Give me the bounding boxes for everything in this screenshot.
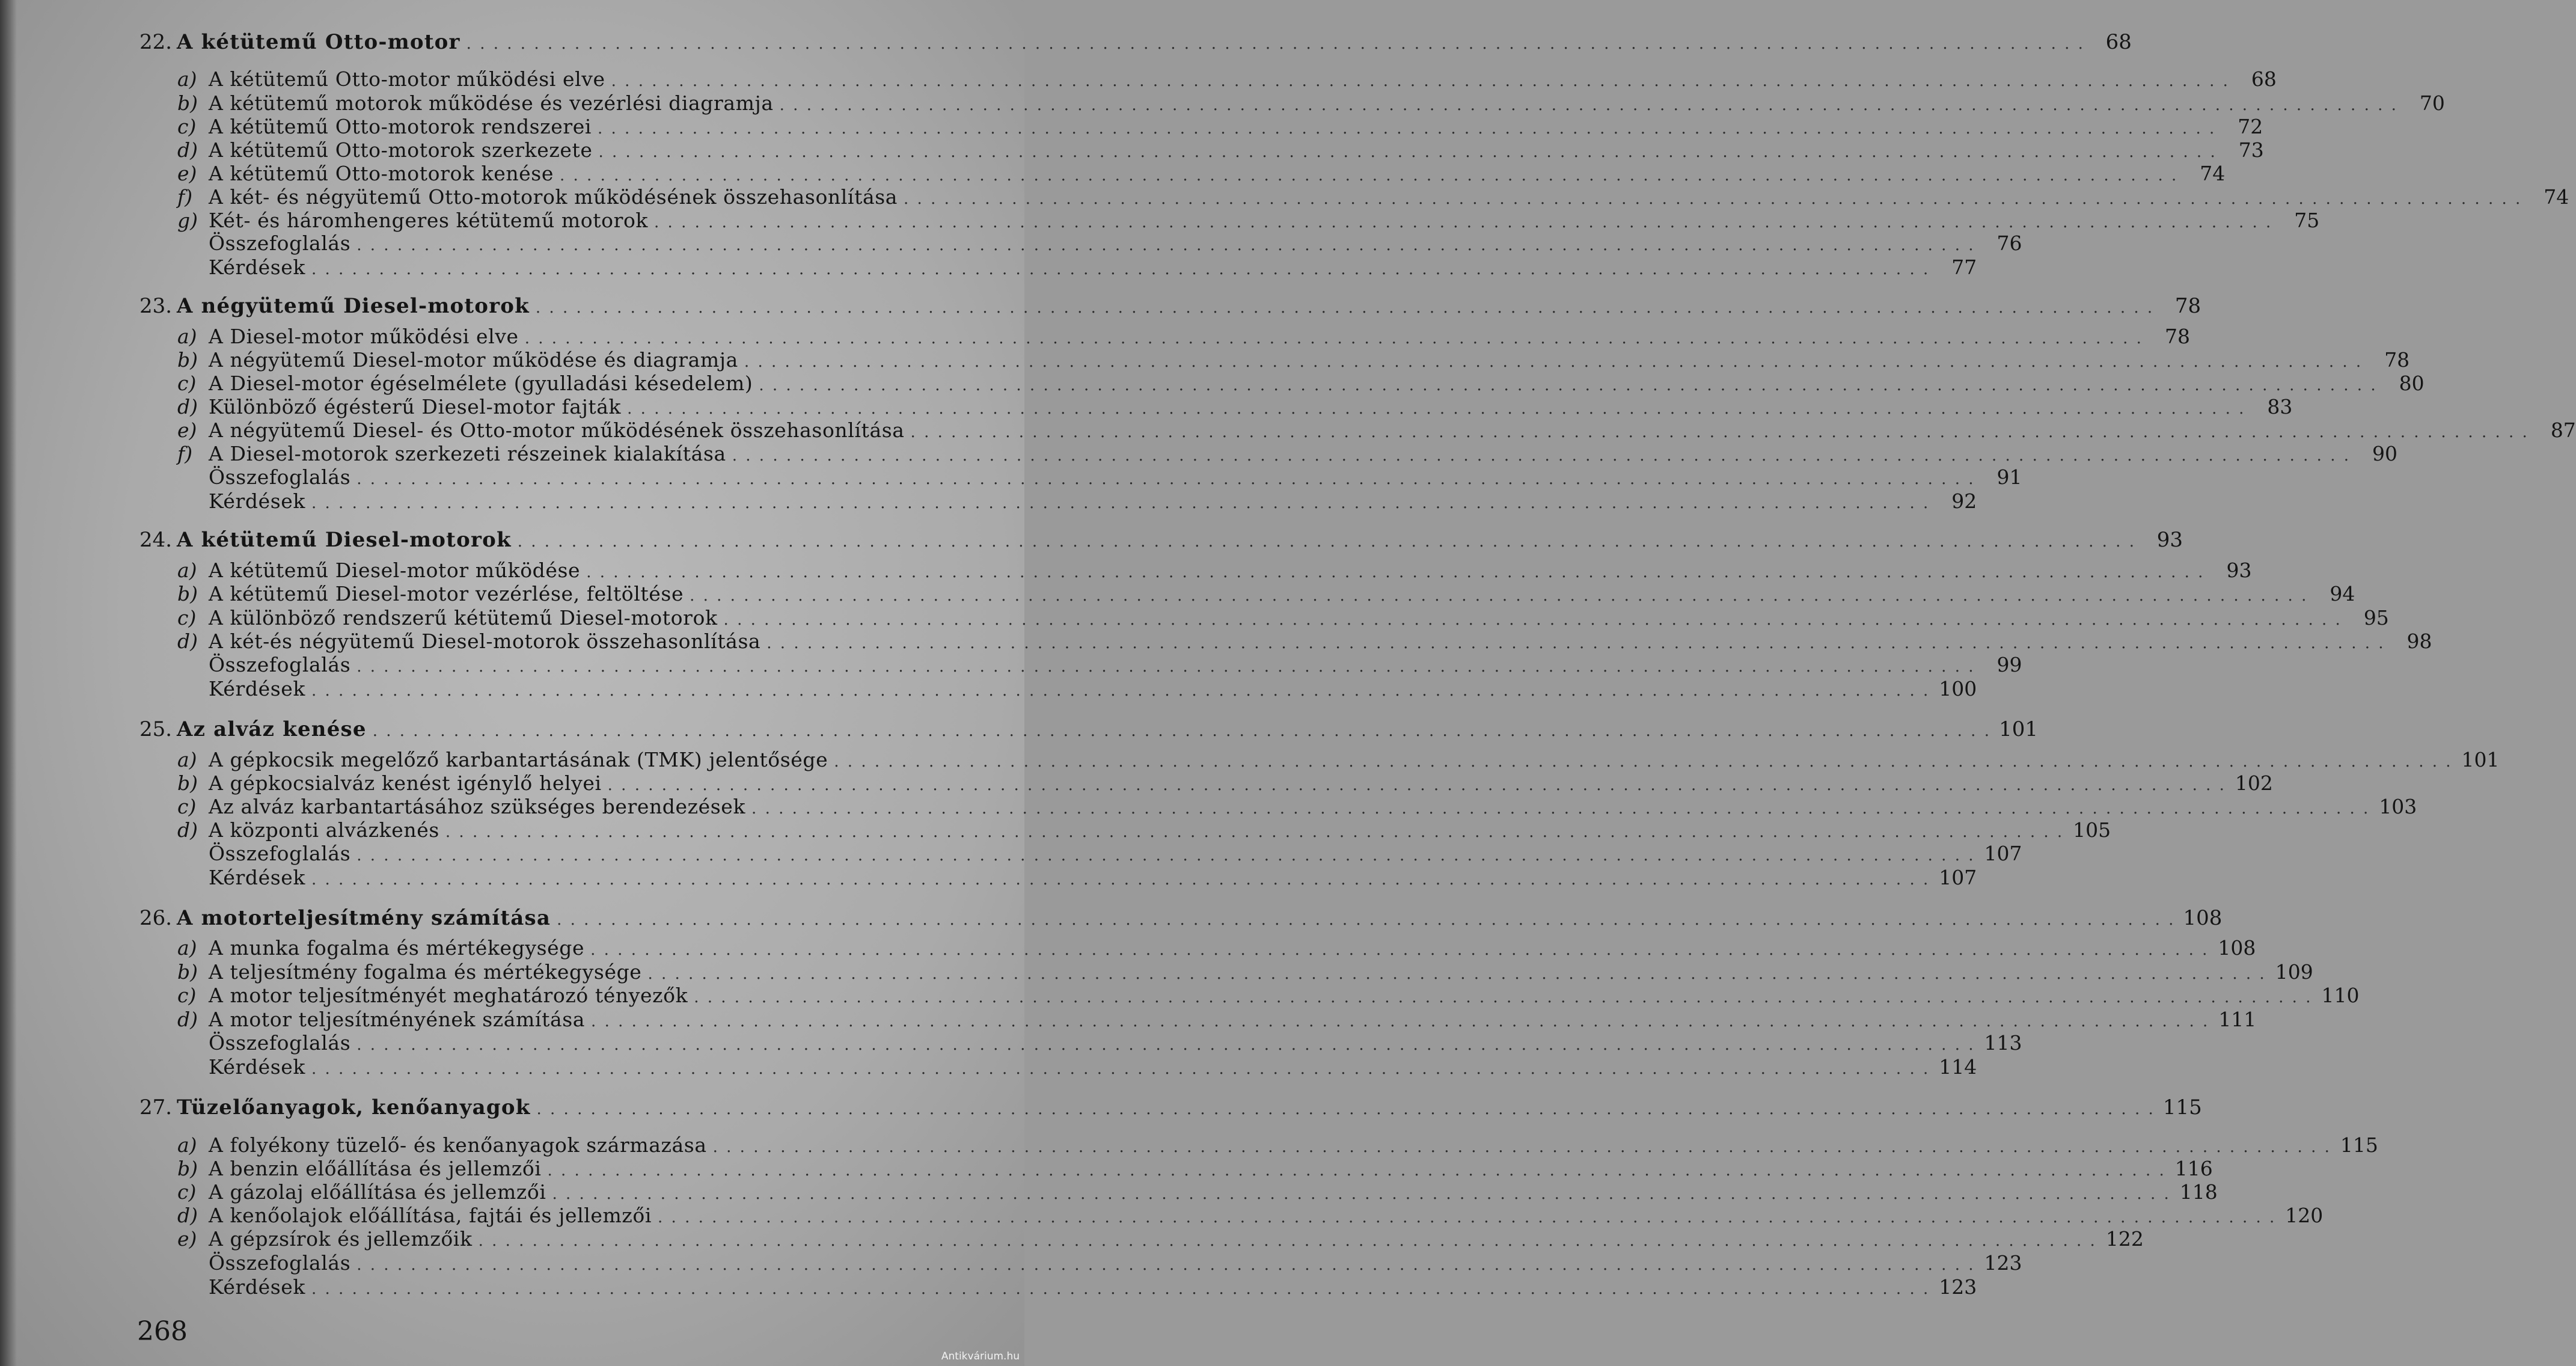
chapter-title: A motorteljesítmény számítása — [177, 906, 551, 930]
subsection-page-number: 109 — [2275, 960, 2313, 984]
chapter-title: Az alváz kenése — [177, 717, 367, 741]
subsection-letter: c) — [177, 372, 197, 395]
dot-leader: . . . . . . . . . . . . . . . . . . . . . . . . . . . . . . . . . . . . . . . . . . . . . . . . . . . . . . . . . . . . . . . . . . . . . . . . . . . . . . . . . . . . . . . . . . . . . . . . . . . . . . . . . . . . . . . . . . . . . . . . — [647, 965, 2266, 983]
subsection-page-number: 105 — [2073, 818, 2111, 842]
book-spine-shadow — [0, 0, 17, 1366]
subsection-letter: a) — [177, 325, 197, 348]
dot-leader: . . . . . . . . . . . . . . . . . . . . . . . . . . . . . . . . . . . . . . . . . . . . . . . . . . . . . . . . . . . . . . . . . . . . . . . . . . . . . . . . . . . . . . . . . . . . . . . . . . . . . . . . . . . . . . . . . . . . . . . . — [779, 96, 2398, 114]
chapter-number: 25. — [139, 717, 173, 741]
subsection-title: A kétütemű Otto-motor működési elve — [209, 67, 605, 91]
toc-subsection-entry — [177, 960, 2313, 986]
subsection-title: Különböző égésterű Diesel-motor fajták — [209, 395, 622, 418]
dot-leader: . . . . . . . . . . . . . . . . . . . . . . . . . . . . . . . . . . . . . . . . . . . . . . . . . . . . . . . . . . . . . . . . . . . . . . . . . . . . . . . . . . . . . . . . . . . . . . . . . . . . . . . . . . . . . . . . . . . . . . . . — [591, 1012, 2210, 1031]
subsection-title: A központi alvázkenés — [209, 818, 439, 842]
dot-leader: . . . . . . . . . . . . . . . . . . . . . . . . . . . . . . . . . . . . . . . . . . . . . . . . . . . . . . . . . . . . . . . . . . . . . . . . . . . . . . . . . . . . . . . . . . . . . . . . . . . . . . . . . . . . . . . . . . . . . . . . — [751, 800, 2370, 818]
subsection-page-number: 111 — [2218, 1008, 2257, 1031]
subsection-letter: c) — [177, 606, 197, 629]
subsection-title: Összefoglalás — [209, 231, 351, 255]
subsection-letter: d) — [177, 1008, 198, 1031]
dot-leader: . . . . . . . . . . . . . . . . . . . . . . . . . . . . . . . . . . . . . . . . . . . . . . . . . . . . . . . . . . . . . . . . . . . . . . . . . . . . . . . . . . . . . . . . . . . . . . . . . . . . . . . . . . . . . . . . . . . . . . . . — [552, 1185, 2171, 1203]
subsection-title: Összefoglalás — [209, 1251, 351, 1275]
dot-leader: . . . . . . . . . . . . . . . . . . . . . . . . . . . . . . . . . . . . . . . . . . . . . . . . . . . . . . . . . . . . . . . . . . . . . . . . . . . . . . . . . . . . . . . . . . . . . . . . . . . . . . . . . . . . . . . . . . . . . . . . — [311, 871, 1930, 889]
toc-subsection-entry — [177, 395, 2293, 421]
subsection-letter: e) — [177, 1227, 197, 1251]
dot-leader: . . . . . . . . . . . . . . . . . . . . . . . . . . . . . . . . . . . . . . . . . . . . . . . . . . . . . . . . . . . . . . . . . . . . . . . . . . . . . . . . . . . . . . . . . . . . . . . . . . . . . . . . . . . . . . . . . . . . . . . . — [627, 400, 2246, 418]
watermark: Antikvárium.hu — [941, 1350, 1020, 1362]
toc-subsection-entry — [177, 818, 2111, 844]
subsection-page-number: 123 — [1939, 1275, 1977, 1299]
subsection-title: A folyékony tüzelő- és kenőanyagok származása — [209, 1133, 707, 1157]
dot-leader: . . . . . . . . . . . . . . . . . . . . . . . . . . . . . . . . . . . . . . . . . . . . . . . . . . . . . . . . . . . . . . . . . . . . . . . . . . . . . . . . . . . . . . . . . . . . . . . . . . . . . . . . . . . . . . . . . . . . . . . . — [311, 1280, 1930, 1298]
toc-subsection-entry — [177, 1227, 2144, 1253]
toc-chapter-entry — [139, 294, 2201, 320]
subsection-title: A munka fogalma és mértékegysége — [209, 936, 585, 960]
subsection-page-number: 74 — [2200, 162, 2226, 185]
subsection-page-number: 114 — [1939, 1055, 1977, 1079]
subsection-title: Kérdések — [209, 677, 305, 700]
toc-subsection-entry — [177, 1133, 2378, 1159]
dot-leader: . . . . . . . . . . . . . . . . . . . . . . . . . . . . . . . . . . . . . . . . . . . . . . . . . . . . . . . . . . . . . . . . . . . . . . . . . . . . . . . . . . . . . . . . . . . . . . . . . . . . . . . . . . . . . . . . . . . . . . . . — [478, 1232, 2097, 1250]
toc-subsection-entry — [177, 91, 2445, 117]
subsection-letter: c) — [177, 115, 197, 138]
dot-leader: . . . . . . . . . . . . . . . . . . . . . . . . . . . . . . . . . . . . . . . . . . . . . . . . . . . . . . . . . . . . . . . . . . . . . . . . . . . . . . . . . . . . . . . . . . . . . . . . . . . . . . . . . . . . . . . . . . . . . . . . — [732, 447, 2351, 465]
subsection-page-number: 94 — [2330, 582, 2355, 605]
subsection-page-number: 108 — [2218, 936, 2256, 960]
toc-subsection-entry — [177, 1008, 2257, 1034]
subsection-title: A kétütemű motorok működése és vezérlési diagramja — [209, 91, 774, 115]
toc-chapter-entry — [139, 30, 2132, 56]
subsection-title: Összefoglalás — [209, 842, 351, 865]
chapter-number: 23. — [139, 294, 173, 318]
subsection-page-number: 107 — [1939, 866, 1977, 889]
subsection-page-number: 95 — [2363, 606, 2389, 629]
subsection-page-number: 92 — [1951, 489, 1977, 513]
subsection-page-number: 70 — [2419, 91, 2445, 115]
chapter-title: A négyütemű Diesel-motorok — [177, 294, 530, 318]
toc-chapter-entry — [139, 1095, 2202, 1121]
subsection-page-number: 107 — [1984, 842, 2022, 865]
subsection-page-number: 113 — [1984, 1031, 2022, 1055]
dot-leader: . . . . . . . . . . . . . . . . . . . . . . . . . . . . . . . . . . . . . . . . . . . . . . . . . . . . . . . . . . . . . . . . . . . . . . . . . . . . . . . . . . . . . . . . . . . . . . . . . . . . . . . . . . . . . . . . . . . . . . . . — [694, 988, 2313, 1006]
subsection-letter: c) — [177, 795, 197, 818]
subsection-letter: a) — [177, 936, 197, 960]
subsection-title: Kérdések — [209, 1055, 305, 1079]
subsection-title: Az alváz karbantartásához szükséges berendezések — [209, 795, 746, 818]
toc-subsection-entry — [177, 936, 2256, 962]
dot-leader: . . . . . . . . . . . . . . . . . . . . . . . . . . . . . . . . . . . . . . . . . . . . . . . . . . . . . . . . . . . . . . . . . . . . . . . . . . . . . . . . . . . . . . . . . . . . . . . . . . . . . . . . . . . . . . . . . . . . . . . . — [311, 494, 1930, 512]
chapter-number: 24. — [139, 528, 173, 552]
toc-subsection-entry — [177, 1055, 1977, 1081]
subsection-title: A két-és négyütemű Diesel-motorok összehasonlítása — [209, 629, 761, 653]
chapter-page-number: 101 — [1999, 717, 2038, 741]
subsection-page-number: 76 — [1996, 231, 2022, 255]
subsection-title: A kétütemű Diesel-motor működése — [209, 559, 581, 582]
subsection-title: A két- és négyütemű Otto-motorok működésének összehasonlítása — [209, 185, 898, 209]
subsection-page-number: 115 — [2340, 1133, 2378, 1157]
dot-leader: . . . . . . . . . . . . . . . . . . . . . . . . . . . . . . . . . . . . . . . . . . . . . . . . . . . . . . . . . . . . . . . . . . . . . . . . . . . . . . . . . . . . . . . . . . . . . . . . . . . . . . . . . . . . . . . . . . . . . . . . — [712, 1138, 2331, 1156]
toc-subsection-entry — [177, 442, 2398, 468]
chapter-page-number: 68 — [2105, 30, 2132, 54]
subsection-title: A különböző rendszerű kétütemű Diesel-motorok — [209, 606, 718, 629]
subsection-page-number: 93 — [2226, 559, 2252, 582]
subsection-title: A kétütemű Otto-motorok szerkezete — [209, 138, 593, 162]
subsection-page-number: 100 — [1939, 677, 1977, 700]
dot-leader: . . . . . . . . . . . . . . . . . . . . . . . . . . . . . . . . . . . . . . . . . . . . . . . . . . . . . . . . . . . . . . . . . . . . . . . . . . . . . . . . . . . . . . . . . . . . . . . . . . . . . . . . . . . . . . . . . . . . . . . . — [766, 634, 2385, 652]
subsection-title: A négyütemű Diesel- és Otto-motor működésének összehasonlítása — [209, 418, 905, 442]
toc-subsection-entry — [177, 138, 2264, 164]
dot-leader: . . . . . . . . . . . . . . . . . . . . . . . . . . . . . . . . . . . . . . . . . . . . . . . . . . . . . . . . . . . . . . . . . . . . . . . . . . . . . . . . . . . . . . . . . . . . . . . . . . . . . . . . . . . . . . . . . . . . . . . . — [524, 329, 2143, 348]
subsection-letter: a) — [177, 748, 197, 771]
dot-leader: . . . . . . . . . . . . . . . . . . . . . . . . . . . . . . . . . . . . . . . . . . . . . . . . . . . . . . . . . . . . . . . . . . . . . . . . . . . . . . . . . . . . . . . . . . . . . . . . . . . . . . . . . . . . . . . . . . . . . . . . — [559, 167, 2179, 185]
dot-leader: . . . . . . . . . . . . . . . . . . . . . . . . . . . . . . . . . . . . . . . . . . . . . . . . . . . . . . . . . . . . . . . . . . . . . . . . . . . . . . . . . . . . . . . . . . . . . . . . . . . . . . . . . . . . . . . . . . . . . . . . — [611, 72, 2230, 90]
chapter-number: 22. — [139, 30, 173, 54]
subsection-title: A teljesítmény fogalma és mértékegysége — [209, 960, 642, 984]
dot-leader: . . . . . . . . . . . . . . . . . . . . . . . . . . . . . . . . . . . . . . . . . . . . . . . . . . . . . . . . . . . . . . . . . . . . . . . . . . . . . . . . . . . . . . . . . . . . . . . . . . . . . . . . . . . . . . . . . . . . . . . . — [547, 1162, 2166, 1180]
toc-subsection-entry — [177, 162, 2226, 188]
subsection-title: A kétütemű Diesel-motor vezérlése, feltöltése — [209, 582, 684, 605]
subsection-page-number: 91 — [1996, 465, 2022, 489]
subsection-title: A négyütemű Diesel-motor működése és diagramja — [209, 348, 738, 372]
subsection-page-number: 101 — [2461, 748, 2500, 771]
dot-leader: . . . . . . . . . . . . . . . . . . . . . . . . . . . . . . . . . . . . . . . . . . . . . . . . . . . . . . . . . . . . . . . . . . . . . . . . . . . . . . . . . . . . . . . . . . . . . . . . . . . . . . . . . . . . . . . . . . . . . . . . — [356, 1256, 1975, 1274]
toc-subsection-entry — [177, 489, 1977, 515]
chapter-page-number: 93 — [2156, 528, 2183, 552]
subsection-title: Összefoglalás — [209, 1031, 351, 1055]
subsection-title: Kérdések — [209, 1275, 305, 1299]
subsection-letter: e) — [177, 418, 197, 442]
toc-subsection-entry — [177, 842, 2022, 868]
chapter-title: Tüzelőanyagok, kenőanyagok — [177, 1095, 531, 1119]
subsection-title: A kétütemű Otto-motorok kenése — [209, 162, 554, 185]
toc-subsection-entry — [177, 185, 2569, 211]
subsection-letter: d) — [177, 818, 198, 842]
chapter-page-number: 78 — [2174, 294, 2201, 318]
subsection-letter: a) — [177, 1133, 197, 1157]
subsection-page-number: 98 — [2406, 629, 2432, 653]
subsection-page-number: 77 — [1951, 256, 1977, 279]
toc-chapter-entry — [139, 528, 2183, 554]
toc-subsection-entry — [177, 1031, 2022, 1057]
chapter-title: A kétütemű Otto-motor — [177, 30, 460, 54]
subsection-letter: f) — [177, 442, 193, 465]
dot-leader: . . . . . . . . . . . . . . . . . . . . . . . . . . . . . . . . . . . . . . . . . . . . . . . . . . . . . . . . . . . . . . . . . . . . . . . . . . . . . . . . . . . . . . . . . . . . . . . . . . . . . . . . . . . . . . . . . . . . . . . . — [311, 1060, 1930, 1078]
dot-leader: . . . . . . . . . . . . . . . . . . . . . . . . . . . . . . . . . . . . . . . . . . . . . . . . . . . . . . . . . . . . . . . . . . . . . . . . . . . . . . . . . . . . . . . . . . . . . . . . . . . . . . . . . . . . . . . . . . . . . . . . — [356, 1036, 1975, 1054]
subsection-title: Kérdések — [209, 866, 305, 889]
dot-leader: . . . . . . . . . . . . . . . . . . . . . . . . . . . . . . . . . . . . . . . . . . . . . . . . . . . . . . . . . . . . . . . . . . . . . . . . . . . . . . . . . . . . . . . . . . . . . . . . . . . . . . . . . . . . . . . . . . . . . . . . — [590, 941, 2209, 959]
subsection-letter: e) — [177, 162, 197, 185]
subsection-page-number: 123 — [1984, 1251, 2022, 1275]
subsection-page-number: 103 — [2379, 795, 2417, 818]
subsection-letter: a) — [177, 67, 197, 91]
page-number: 268 — [137, 1316, 188, 1347]
dot-leader: . . . . . . . . . . . . . . . . . . . . . . . . . . . . . . . . . . . . . . . . . . . . . . . . . . . . . . . . . . . . . . . . . . . . . . . . . . . . . . . . . . . . . . . . . . . . . . . . . . . . . . . . . . . . . . . . . . . . . . . . — [356, 847, 1975, 865]
subsection-page-number: 99 — [1996, 653, 2022, 676]
toc-subsection-entry — [177, 866, 1977, 892]
subsection-title: A kétütemű Otto-motorok rendszerei — [209, 115, 592, 138]
toc-subsection-entry — [177, 1275, 1977, 1301]
subsection-page-number: 68 — [2251, 67, 2277, 91]
toc-subsection-entry — [177, 559, 2252, 584]
dot-leader: . . . . . . . . . . . . . . . . . . . . . . . . . . . . . . . . . . . . . . . . . . . . . . . . . . . . . . . . . . . . . . . . . . . . . . . . . . . . . . . . . . . . . . . . . . . . . . . . . . . . . . . . . . . . . . . . . . . . . . . . — [372, 722, 1991, 740]
subsection-title: A motor teljesítményét meghatározó tényezők — [209, 984, 688, 1007]
subsection-letter: b) — [177, 960, 198, 984]
dot-leader: . . . . . . . . . . . . . . . . . . . . . . . . . . . . . . . . . . . . . . . . . . . . . . . . . . . . . . . . . . . . . . . . . . . . . . . . . . . . . . . . . . . . . . . . . . . . . . . . . . . . . . . . . . . . . . . . . . . . . . . . — [356, 470, 1975, 488]
toc-subsection-entry — [177, 606, 2389, 632]
dot-leader: . . . . . . . . . . . . . . . . . . . . . . . . . . . . . . . . . . . . . . . . . . . . . . . . . . . . . . . . . . . . . . . . . . . . . . . . . . . . . . . . . . . . . . . . . . . . . . . . . . . . . . . . . . . . . . . . . . . . . . . . — [466, 35, 2085, 53]
toc-subsection-entry — [177, 115, 2263, 141]
subsection-title: A benzin előállítása és jellemzői — [209, 1157, 542, 1180]
subsection-title: A gázolaj előállítása és jellemzői — [209, 1180, 546, 1204]
subsection-page-number: 80 — [2399, 372, 2425, 395]
dot-leader: . . . . . . . . . . . . . . . . . . . . . . . . . . . . . . . . . . . . . . . . . . . . . . . . . . . . . . . . . . . . . . . . . . . . . . . . . . . . . . . . . . . . . . . . . . . . . . . . . . . . . . . . . . . . . . . . . . . . . . . . — [445, 823, 2064, 841]
toc-subsection-entry — [177, 1204, 2324, 1230]
dot-leader: . . . . . . . . . . . . . . . . . . . . . . . . . . . . . . . . . . . . . . . . . . . . . . . . . . . . . . . . . . . . . . . . . . . . . . . . . . . . . . . . . . . . . . . . . . . . . . . . . . . . . . . . . . . . . . . . . . . . . . . . — [356, 658, 1975, 676]
dot-leader: . . . . . . . . . . . . . . . . . . . . . . . . . . . . . . . . . . . . . . . . . . . . . . . . . . . . . . . . . . . . . . . . . . . . . . . . . . . . . . . . . . . . . . . . . . . . . . . . . . . . . . . . . . . . . . . . . . . . . . . . — [311, 682, 1930, 700]
dot-leader: . . . . . . . . . . . . . . . . . . . . . . . . . . . . . . . . . . . . . . . . . . . . . . . . . . . . . . . . . . . . . . . . . . . . . . . . . . . . . . . . . . . . . . . . . . . . . . . . . . . . . . . . . . . . . . . . . . . . . . . . — [536, 1100, 2155, 1118]
chapter-number: 26. — [139, 906, 173, 930]
subsection-page-number: 122 — [2105, 1227, 2144, 1251]
subsection-letter: c) — [177, 984, 197, 1007]
subsection-page-number: 74 — [2544, 185, 2569, 209]
toc-subsection-entry — [177, 209, 2320, 234]
toc-subsection-entry — [177, 348, 2410, 374]
dot-leader: . . . . . . . . . . . . . . . . . . . . . . . . . . . . . . . . . . . . . . . . . . . . . . . . . . . . . . . . . . . . . . . . . . . . . . . . . . . . . . . . . . . . . . . . . . . . . . . . . . . . . . . . . . . . . . . . . . . . . . . . — [598, 143, 2217, 161]
subsection-letter: b) — [177, 582, 198, 605]
toc-subsection-entry — [177, 1180, 2218, 1206]
subsection-title: A gépkocsik megelőző karbantartásának (TMK) jelentősége — [209, 748, 828, 771]
subsection-page-number: 120 — [2285, 1204, 2324, 1227]
dot-leader: . . . . . . . . . . . . . . . . . . . . . . . . . . . . . . . . . . . . . . . . . . . . . . . . . . . . . . . . . . . . . . . . . . . . . . . . . . . . . . . . . . . . . . . . . . . . . . . . . . . . . . . . . . . . . . . . . . . . . . . . — [311, 260, 1930, 278]
subsection-title: A gépkocsialváz kenést igénylő helyei — [209, 771, 602, 795]
toc-subsection-entry — [177, 231, 2022, 257]
subsection-title: Kérdések — [209, 256, 305, 279]
dot-leader: . . . . . . . . . . . . . . . . . . . . . . . . . . . . . . . . . . . . . . . . . . . . . . . . . . . . . . . . . . . . . . . . . . . . . . . . . . . . . . . . . . . . . . . . . . . . . . . . . . . . . . . . . . . . . . . . . . . . . . . . — [910, 423, 2529, 441]
dot-leader: . . . . . . . . . . . . . . . . . . . . . . . . . . . . . . . . . . . . . . . . . . . . . . . . . . . . . . . . . . . . . . . . . . . . . . . . . . . . . . . . . . . . . . . . . . . . . . . . . . . . . . . . . . . . . . . . . . . . . . . . — [598, 120, 2217, 138]
toc-subsection-entry — [177, 1251, 2022, 1277]
subsection-letter: d) — [177, 1204, 198, 1227]
subsection-page-number: 78 — [2384, 348, 2410, 372]
toc-chapter-entry — [139, 906, 2223, 932]
dot-leader: . . . . . . . . . . . . . . . . . . . . . . . . . . . . . . . . . . . . . . . . . . . . . . . . . . . . . . . . . . . . . . . . . . . . . . . . . . . . . . . . . . . . . . . . . . . . . . . . . . . . . . . . . . . . . . . . . . . . . . . . — [723, 611, 2342, 629]
toc-subsection-entry — [177, 418, 2576, 444]
subsection-page-number: 110 — [2321, 984, 2360, 1007]
dot-leader: . . . . . . . . . . . . . . . . . . . . . . . . . . . . . . . . . . . . . . . . . . . . . . . . . . . . . . . . . . . . . . . . . . . . . . . . . . . . . . . . . . . . . . . . . . . . . . . . . . . . . . . . . . . . . . . . . . . . . . . . — [759, 376, 2378, 394]
subsection-page-number: 83 — [2267, 395, 2293, 418]
dot-leader: . . . . . . . . . . . . . . . . . . . . . . . . . . . . . . . . . . . . . . . . . . . . . . . . . . . . . . . . . . . . . . . . . . . . . . . . . . . . . . . . . . . . . . . . . . . . . . . . . . . . . . . . . . . . . . . . . . . . . . . . — [517, 533, 2136, 551]
subsection-title: A motor teljesítményének számítása — [209, 1008, 586, 1031]
toc-subsection-entry — [177, 771, 2273, 797]
toc-subsection-entry — [177, 748, 2500, 774]
toc-subsection-entry — [177, 795, 2417, 821]
chapter-page-number: 108 — [2183, 906, 2223, 930]
toc-subsection-entry — [177, 582, 2355, 608]
subsection-title: Kérdések — [209, 489, 305, 513]
subsection-title: A Diesel-motor működési elve — [209, 325, 519, 348]
subsection-letter: c) — [177, 1180, 197, 1204]
dot-leader: . . . . . . . . . . . . . . . . . . . . . . . . . . . . . . . . . . . . . . . . . . . . . . . . . . . . . . . . . . . . . . . . . . . . . . . . . . . . . . . . . . . . . . . . . . . . . . . . . . . . . . . . . . . . . . . . . . . . . . . . — [834, 753, 2453, 771]
toc-subsection-entry — [177, 67, 2277, 93]
subsection-page-number: 102 — [2235, 771, 2273, 795]
subsection-letter: g) — [177, 209, 198, 232]
subsection-title: Összefoglalás — [209, 465, 351, 489]
subsection-page-number: 118 — [2179, 1180, 2218, 1204]
subsection-title: A Diesel-motor égéselmélete (gyulladási késedelem) — [209, 372, 753, 395]
dot-leader: . . . . . . . . . . . . . . . . . . . . . . . . . . . . . . . . . . . . . . . . . . . . . . . . . . . . . . . . . . . . . . . . . . . . . . . . . . . . . . . . . . . . . . . . . . . . . . . . . . . . . . . . . . . . . . . . . . . . . . . . — [356, 236, 1975, 254]
dot-leader: . . . . . . . . . . . . . . . . . . . . . . . . . . . . . . . . . . . . . . . . . . . . . . . . . . . . . . . . . . . . . . . . . . . . . . . . . . . . . . . . . . . . . . . . . . . . . . . . . . . . . . . . . . . . . . . . . . . . . . . . — [557, 911, 2176, 929]
toc-subsection-entry — [177, 465, 2022, 491]
toc-chapter-entry — [139, 717, 2038, 743]
subsection-letter: b) — [177, 771, 198, 795]
subsection-title: A kenőolajok előállítása, fajtái és jellemzői — [209, 1204, 652, 1227]
dot-leader: . . . . . . . . . . . . . . . . . . . . . . . . . . . . . . . . . . . . . . . . . . . . . . . . . . . . . . . . . . . . . . . . . . . . . . . . . . . . . . . . . . . . . . . . . . . . . . . . . . . . . . . . . . . . . . . . . . . . . . . . — [654, 213, 2273, 231]
toc-subsection-entry — [177, 653, 2022, 679]
subsection-page-number: 116 — [2174, 1157, 2213, 1180]
chapter-number: 27. — [139, 1095, 173, 1119]
subsection-title: A Diesel-motorok szerkezeti részeinek kialakítása — [209, 442, 726, 465]
subsection-title: A gépzsírok és jellemzőik — [209, 1227, 473, 1251]
dot-leader: . . . . . . . . . . . . . . . . . . . . . . . . . . . . . . . . . . . . . . . . . . . . . . . . . . . . . . . . . . . . . . . . . . . . . . . . . . . . . . . . . . . . . . . . . . . . . . . . . . . . . . . . . . . . . . . . . . . . . . . . — [535, 299, 2155, 317]
subsection-letter: b) — [177, 91, 198, 115]
chapter-page-number: 115 — [2162, 1095, 2202, 1119]
toc-subsection-entry — [177, 677, 1977, 703]
dot-leader: . . . . . . . . . . . . . . . . . . . . . . . . . . . . . . . . . . . . . . . . . . . . . . . . . . . . . . . . . . . . . . . . . . . . . . . . . . . . . . . . . . . . . . . . . . . . . . . . . . . . . . . . . . . . . . . . . . . . . . . . — [586, 563, 2205, 581]
toc-subsection-entry — [177, 984, 2360, 1009]
toc-subsection-entry — [177, 256, 1977, 281]
dot-leader: . . . . . . . . . . . . . . . . . . . . . . . . . . . . . . . . . . . . . . . . . . . . . . . . . . . . . . . . . . . . . . . . . . . . . . . . . . . . . . . . . . . . . . . . . . . . . . . . . . . . . . . . . . . . . . . . . . . . . . . . — [658, 1208, 2277, 1227]
dot-leader: . . . . . . . . . . . . . . . . . . . . . . . . . . . . . . . . . . . . . . . . . . . . . . . . . . . . . . . . . . . . . . . . . . . . . . . . . . . . . . . . . . . . . . . . . . . . . . . . . . . . . . . . . . . . . . . . . . . . . . . . — [607, 776, 2226, 794]
toc-subsection-entry — [177, 325, 2190, 351]
subsection-letter: f) — [177, 185, 193, 209]
dot-leader: . . . . . . . . . . . . . . . . . . . . . . . . . . . . . . . . . . . . . . . . . . . . . . . . . . . . . . . . . . . . . . . . . . . . . . . . . . . . . . . . . . . . . . . . . . . . . . . . . . . . . . . . . . . . . . . . . . . . . . . . — [690, 587, 2308, 605]
subsection-page-number: 87 — [2550, 418, 2576, 442]
chapter-title: A kétütemű Diesel-motorok — [177, 528, 512, 552]
subsection-letter: b) — [177, 1157, 198, 1180]
subsection-page-number: 75 — [2294, 209, 2320, 232]
dot-leader: . . . . . . . . . . . . . . . . . . . . . . . . . . . . . . . . . . . . . . . . . . . . . . . . . . . . . . . . . . . . . . . . . . . . . . . . . . . . . . . . . . . . . . . . . . . . . . . . . . . . . . . . . . . . . . . . . . . . . . . . — [904, 190, 2522, 208]
subsection-letter: a) — [177, 559, 197, 582]
subsection-letter: d) — [177, 138, 198, 162]
toc-subsection-entry — [177, 1157, 2213, 1183]
subsection-title: Összefoglalás — [209, 653, 351, 676]
subsection-letter: d) — [177, 629, 198, 653]
subsection-letter: d) — [177, 395, 198, 418]
subsection-page-number: 73 — [2238, 138, 2264, 162]
toc-subsection-entry — [177, 372, 2425, 397]
subsection-page-number: 78 — [2164, 325, 2190, 348]
subsection-title: Két- és háromhengeres kétütemű motorok — [209, 209, 649, 232]
subsection-letter: b) — [177, 348, 198, 372]
subsection-page-number: 90 — [2372, 442, 2398, 465]
toc-subsection-entry — [177, 629, 2432, 655]
subsection-page-number: 72 — [2238, 115, 2263, 138]
dot-leader: . . . . . . . . . . . . . . . . . . . . . . . . . . . . . . . . . . . . . . . . . . . . . . . . . . . . . . . . . . . . . . . . . . . . . . . . . . . . . . . . . . . . . . . . . . . . . . . . . . . . . . . . . . . . . . . . . . . . . . . . — [744, 353, 2363, 371]
